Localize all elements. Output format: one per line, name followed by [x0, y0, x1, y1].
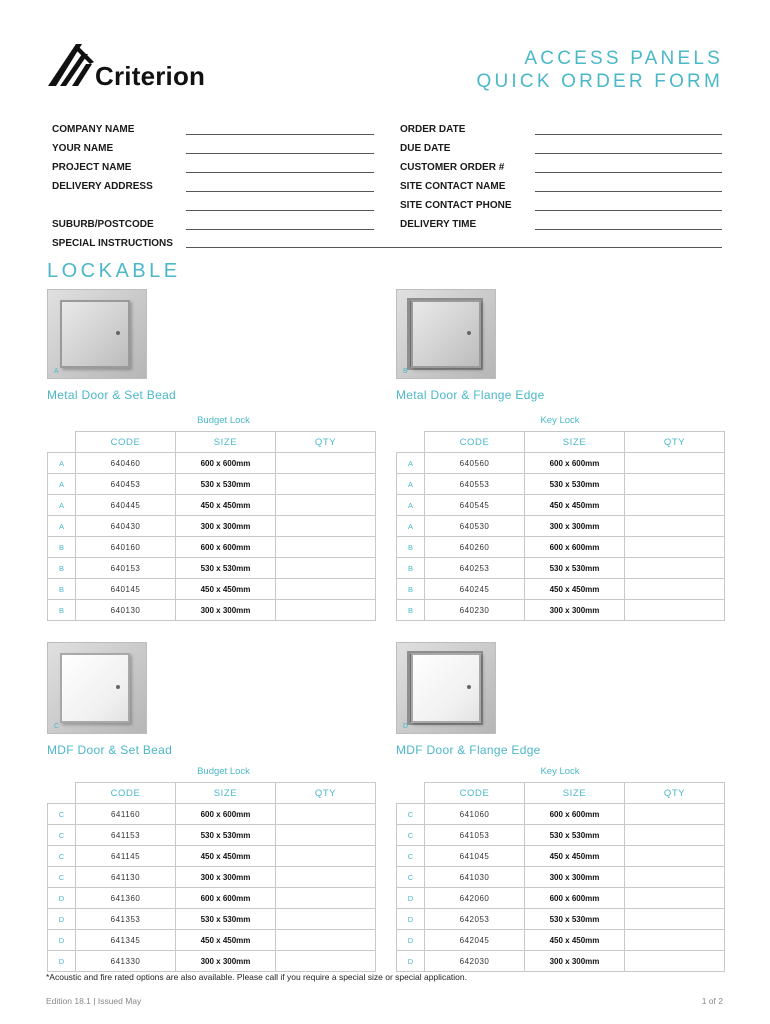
- row-qty-input[interactable]: [276, 537, 376, 558]
- row-code: 641045: [425, 846, 525, 867]
- row-letter: A: [48, 516, 76, 537]
- row-size: 300 x 300mm: [525, 951, 625, 972]
- table-row: [397, 516, 725, 537]
- row-letter: C: [48, 846, 76, 867]
- table-row: [48, 804, 376, 825]
- criterion-mark-icon: [46, 42, 96, 92]
- row-qty-input[interactable]: [276, 930, 376, 951]
- row-qty-input[interactable]: [276, 846, 376, 867]
- row-code: 640245: [425, 579, 525, 600]
- row-qty-input[interactable]: [276, 453, 376, 474]
- form-field-right-3: [400, 181, 722, 195]
- row-size: 300 x 300mm: [176, 951, 276, 972]
- row-code: 641153: [76, 825, 176, 846]
- header-code: CODE: [76, 432, 176, 453]
- table-row: [397, 846, 725, 867]
- row-code: 640253: [425, 558, 525, 579]
- row-letter: D: [397, 909, 425, 930]
- row-size: 530 x 530mm: [525, 474, 625, 495]
- row-qty-input[interactable]: [625, 537, 725, 558]
- row-letter: A: [397, 516, 425, 537]
- form-field-label: YOUR NAME: [52, 143, 114, 154]
- table-row: [48, 558, 376, 579]
- table-row: [397, 804, 725, 825]
- table-row: [48, 825, 376, 846]
- form-field-left-1: [52, 143, 374, 157]
- row-letter: B: [48, 579, 76, 600]
- form-field-input-line[interactable]: [186, 153, 374, 154]
- row-code: 640260: [425, 537, 525, 558]
- row-size: 600 x 600mm: [525, 804, 625, 825]
- row-qty-input[interactable]: [625, 495, 725, 516]
- row-code: 641145: [76, 846, 176, 867]
- table-row: [48, 846, 376, 867]
- header-size: SIZE: [176, 783, 276, 804]
- table-row: [48, 453, 376, 474]
- table-row: [48, 909, 376, 930]
- form-field-input-line[interactable]: [535, 229, 722, 230]
- row-letter: B: [397, 558, 425, 579]
- title-line-1: ACCESS PANELS: [524, 48, 723, 69]
- lock-type-label: Key Lock: [540, 766, 580, 777]
- photo-letter: D: [403, 723, 409, 730]
- row-letter: D: [48, 951, 76, 972]
- row-letter: C: [48, 825, 76, 846]
- row-size: 450 x 450mm: [176, 930, 276, 951]
- order-table: [47, 782, 376, 972]
- form-field-input-line[interactable]: [535, 153, 722, 154]
- product-photo: [396, 642, 496, 734]
- page-number: 1 of 2: [701, 996, 723, 1006]
- form-field-input-line[interactable]: [535, 191, 722, 192]
- table-row: [397, 600, 725, 621]
- form-field-label: SUBURB/POSTCODE: [52, 219, 154, 230]
- form-field-input-line[interactable]: [186, 247, 722, 248]
- table-header: [397, 783, 725, 804]
- row-size: 300 x 300mm: [176, 516, 276, 537]
- table-row: [48, 537, 376, 558]
- row-letter: C: [397, 804, 425, 825]
- table-header: [48, 432, 376, 453]
- product-photo: [47, 642, 147, 734]
- lock-type-label: Key Lock: [540, 415, 580, 426]
- table-row: [397, 930, 725, 951]
- form-field-input-line[interactable]: [186, 191, 374, 192]
- header-qty: QTY: [625, 783, 725, 804]
- row-letter: D: [48, 909, 76, 930]
- row-code: 640430: [76, 516, 176, 537]
- row-code: 641330: [76, 951, 176, 972]
- row-code: 640160: [76, 537, 176, 558]
- table-row: [48, 579, 376, 600]
- photo-letter: B: [403, 368, 408, 375]
- product-title: MDF Door & Flange Edge: [396, 743, 541, 757]
- form-field-label: DUE DATE: [400, 143, 451, 154]
- header-qty: QTY: [625, 432, 725, 453]
- row-size: 450 x 450mm: [176, 846, 276, 867]
- row-size: 600 x 600mm: [176, 888, 276, 909]
- form-field-label: COMPANY NAME: [52, 124, 135, 135]
- row-qty-input[interactable]: [276, 558, 376, 579]
- form-field-label: CUSTOMER ORDER #: [400, 162, 505, 173]
- row-size: 450 x 450mm: [176, 579, 276, 600]
- header-size: SIZE: [525, 432, 625, 453]
- row-letter: C: [397, 867, 425, 888]
- product-photo: [47, 289, 147, 379]
- section-title: LOCKABLE: [47, 260, 181, 282]
- form-field-right-1: [400, 143, 722, 157]
- form-field-right-5: [400, 219, 722, 233]
- form-field-label: SITE CONTACT NAME: [400, 181, 506, 192]
- header-size: SIZE: [176, 432, 276, 453]
- form-field-left-4: [52, 200, 374, 214]
- row-code: 640530: [425, 516, 525, 537]
- row-letter: B: [397, 600, 425, 621]
- row-code: 641130: [76, 867, 176, 888]
- row-qty-input[interactable]: [625, 516, 725, 537]
- row-code: 641345: [76, 930, 176, 951]
- row-qty-input[interactable]: [625, 558, 725, 579]
- row-qty-input[interactable]: [625, 600, 725, 621]
- row-letter: A: [397, 474, 425, 495]
- form-field-label: ORDER DATE: [400, 124, 466, 135]
- form-field-left-2: [52, 162, 374, 176]
- row-size: 530 x 530mm: [525, 909, 625, 930]
- row-letter: C: [48, 867, 76, 888]
- order-table: [396, 782, 725, 972]
- row-code: 642045: [425, 930, 525, 951]
- footnote: *Acoustic and fire rated options are also available. Please call if you require a special size or special application.: [46, 972, 467, 982]
- row-qty-input[interactable]: [276, 579, 376, 600]
- header-code: CODE: [76, 783, 176, 804]
- row-qty-input[interactable]: [625, 825, 725, 846]
- form-field-label: SITE CONTACT PHONE: [400, 200, 512, 211]
- row-qty-input[interactable]: [625, 804, 725, 825]
- row-code: 640453: [76, 474, 176, 495]
- form-field-input-line[interactable]: [535, 172, 722, 173]
- row-qty-input[interactable]: [625, 867, 725, 888]
- row-size: 530 x 530mm: [176, 825, 276, 846]
- row-letter: B: [397, 579, 425, 600]
- header-size: SIZE: [525, 783, 625, 804]
- table-row: [397, 495, 725, 516]
- table-row: [397, 867, 725, 888]
- lock-type-label: Budget Lock: [197, 766, 250, 777]
- form-field-left-3: [52, 181, 374, 195]
- form-field-input-line[interactable]: [186, 134, 374, 135]
- row-size: 300 x 300mm: [525, 867, 625, 888]
- header-blank: [397, 783, 425, 804]
- form-field-left-5: [52, 219, 374, 233]
- header-blank: [48, 432, 76, 453]
- table-row: [397, 537, 725, 558]
- table-row: [48, 474, 376, 495]
- row-size: 300 x 300mm: [176, 867, 276, 888]
- row-letter: B: [48, 600, 76, 621]
- row-letter: D: [397, 888, 425, 909]
- product-title: MDF Door & Set Bead: [47, 743, 173, 757]
- row-letter: A: [48, 495, 76, 516]
- table-row: [48, 888, 376, 909]
- table-row: [397, 579, 725, 600]
- row-letter: C: [397, 846, 425, 867]
- row-code: 640145: [76, 579, 176, 600]
- row-letter: A: [48, 453, 76, 474]
- row-qty-input[interactable]: [625, 474, 725, 495]
- photo-letter: A: [54, 368, 59, 375]
- row-letter: D: [397, 930, 425, 951]
- form-field-label: PROJECT NAME: [52, 162, 132, 173]
- form-field-input-line[interactable]: [535, 210, 722, 211]
- product-title: Metal Door & Flange Edge: [396, 388, 545, 402]
- table-row: [397, 951, 725, 972]
- header-blank: [48, 783, 76, 804]
- form-field-right-0: [400, 124, 722, 138]
- row-size: 600 x 600mm: [176, 537, 276, 558]
- table-row: [48, 951, 376, 972]
- row-letter: C: [48, 804, 76, 825]
- order-table: [47, 431, 376, 621]
- row-letter: B: [48, 558, 76, 579]
- table-row: [397, 909, 725, 930]
- criterion-logo: [46, 42, 246, 94]
- row-qty-input[interactable]: [276, 495, 376, 516]
- table-row: [48, 516, 376, 537]
- lock-type-label: Budget Lock: [197, 415, 250, 426]
- form-field-left-0: [52, 124, 374, 138]
- form-field-input-line[interactable]: [186, 210, 374, 211]
- order-table: [396, 431, 725, 621]
- form-field-right-4: [400, 200, 722, 214]
- row-qty-input[interactable]: [276, 474, 376, 495]
- row-qty-input[interactable]: [276, 516, 376, 537]
- row-size: 300 x 300mm: [525, 600, 625, 621]
- row-qty-input[interactable]: [276, 888, 376, 909]
- product-title: Metal Door & Set Bead: [47, 388, 177, 402]
- row-size: 600 x 600mm: [525, 537, 625, 558]
- photo-letter: C: [54, 723, 60, 730]
- page-title: [477, 47, 723, 93]
- row-size: 300 x 300mm: [525, 516, 625, 537]
- row-letter: D: [397, 951, 425, 972]
- row-qty-input[interactable]: [276, 600, 376, 621]
- row-code: 642060: [425, 888, 525, 909]
- header-code: CODE: [425, 783, 525, 804]
- row-qty-input[interactable]: [276, 951, 376, 972]
- table-row: [48, 867, 376, 888]
- row-qty-input[interactable]: [625, 888, 725, 909]
- row-qty-input[interactable]: [625, 909, 725, 930]
- table-row: [48, 930, 376, 951]
- form-field-input-line[interactable]: [186, 229, 374, 230]
- table-row: [397, 825, 725, 846]
- row-size: 530 x 530mm: [525, 825, 625, 846]
- title-line-2: QUICK ORDER FORM: [476, 71, 723, 92]
- row-size: 530 x 530mm: [176, 558, 276, 579]
- row-letter: B: [397, 537, 425, 558]
- form-field-label: DELIVERY TIME: [400, 219, 477, 230]
- row-code: 641060: [425, 804, 525, 825]
- brand-name: Criterion: [95, 61, 206, 91]
- form-field-right-2: [400, 162, 722, 176]
- row-size: 530 x 530mm: [176, 909, 276, 930]
- row-letter: B: [48, 537, 76, 558]
- table-header: [397, 432, 725, 453]
- row-letter: A: [48, 474, 76, 495]
- row-code: 640553: [425, 474, 525, 495]
- row-qty-input[interactable]: [276, 909, 376, 930]
- table-row: [397, 558, 725, 579]
- row-size: 530 x 530mm: [525, 558, 625, 579]
- row-code: 640445: [76, 495, 176, 516]
- row-code: 640545: [425, 495, 525, 516]
- row-code: 640230: [425, 600, 525, 621]
- row-code: 641360: [76, 888, 176, 909]
- row-size: 530 x 530mm: [176, 474, 276, 495]
- row-code: 641030: [425, 867, 525, 888]
- table-row: [397, 888, 725, 909]
- row-code: 640560: [425, 453, 525, 474]
- form-field-label: DELIVERY ADDRESS: [52, 181, 153, 192]
- row-size: 600 x 600mm: [525, 888, 625, 909]
- row-code: 640130: [76, 600, 176, 621]
- header-blank: [397, 432, 425, 453]
- row-letter: D: [48, 930, 76, 951]
- row-qty-input[interactable]: [276, 867, 376, 888]
- row-code: 642030: [425, 951, 525, 972]
- row-letter: A: [397, 495, 425, 516]
- header-code: CODE: [425, 432, 525, 453]
- row-size: 600 x 600mm: [176, 453, 276, 474]
- table-row: [48, 495, 376, 516]
- row-size: 450 x 450mm: [176, 495, 276, 516]
- edition-label: Edition 18.1 | Issued May: [46, 996, 142, 1006]
- row-letter: A: [397, 453, 425, 474]
- row-letter: C: [397, 825, 425, 846]
- row-letter: D: [48, 888, 76, 909]
- row-qty-input[interactable]: [625, 930, 725, 951]
- row-code: 641353: [76, 909, 176, 930]
- form-field-input-line[interactable]: [535, 134, 722, 135]
- row-code: 640153: [76, 558, 176, 579]
- row-qty-input[interactable]: [625, 846, 725, 867]
- row-code: 641160: [76, 804, 176, 825]
- row-code: 641053: [425, 825, 525, 846]
- product-photo: [396, 289, 496, 379]
- row-size: 450 x 450mm: [525, 579, 625, 600]
- row-size: 600 x 600mm: [176, 804, 276, 825]
- row-size: 450 x 450mm: [525, 930, 625, 951]
- header-qty: QTY: [276, 783, 376, 804]
- row-qty-input[interactable]: [625, 579, 725, 600]
- table-header: [48, 783, 376, 804]
- row-qty-input[interactable]: [625, 453, 725, 474]
- table-row: [397, 453, 725, 474]
- form-field-input-line[interactable]: [186, 172, 374, 173]
- row-size: 450 x 450mm: [525, 846, 625, 867]
- row-qty-input[interactable]: [625, 951, 725, 972]
- row-qty-input[interactable]: [276, 825, 376, 846]
- table-row: [397, 474, 725, 495]
- row-size: 450 x 450mm: [525, 495, 625, 516]
- row-size: 300 x 300mm: [176, 600, 276, 621]
- row-code: 642053: [425, 909, 525, 930]
- row-code: 640460: [76, 453, 176, 474]
- header-qty: QTY: [276, 432, 376, 453]
- form-field-special-instructions: [52, 238, 722, 252]
- row-qty-input[interactable]: [276, 804, 376, 825]
- row-size: 600 x 600mm: [525, 453, 625, 474]
- table-row: [48, 600, 376, 621]
- form-field-label: SPECIAL INSTRUCTIONS: [52, 238, 173, 249]
